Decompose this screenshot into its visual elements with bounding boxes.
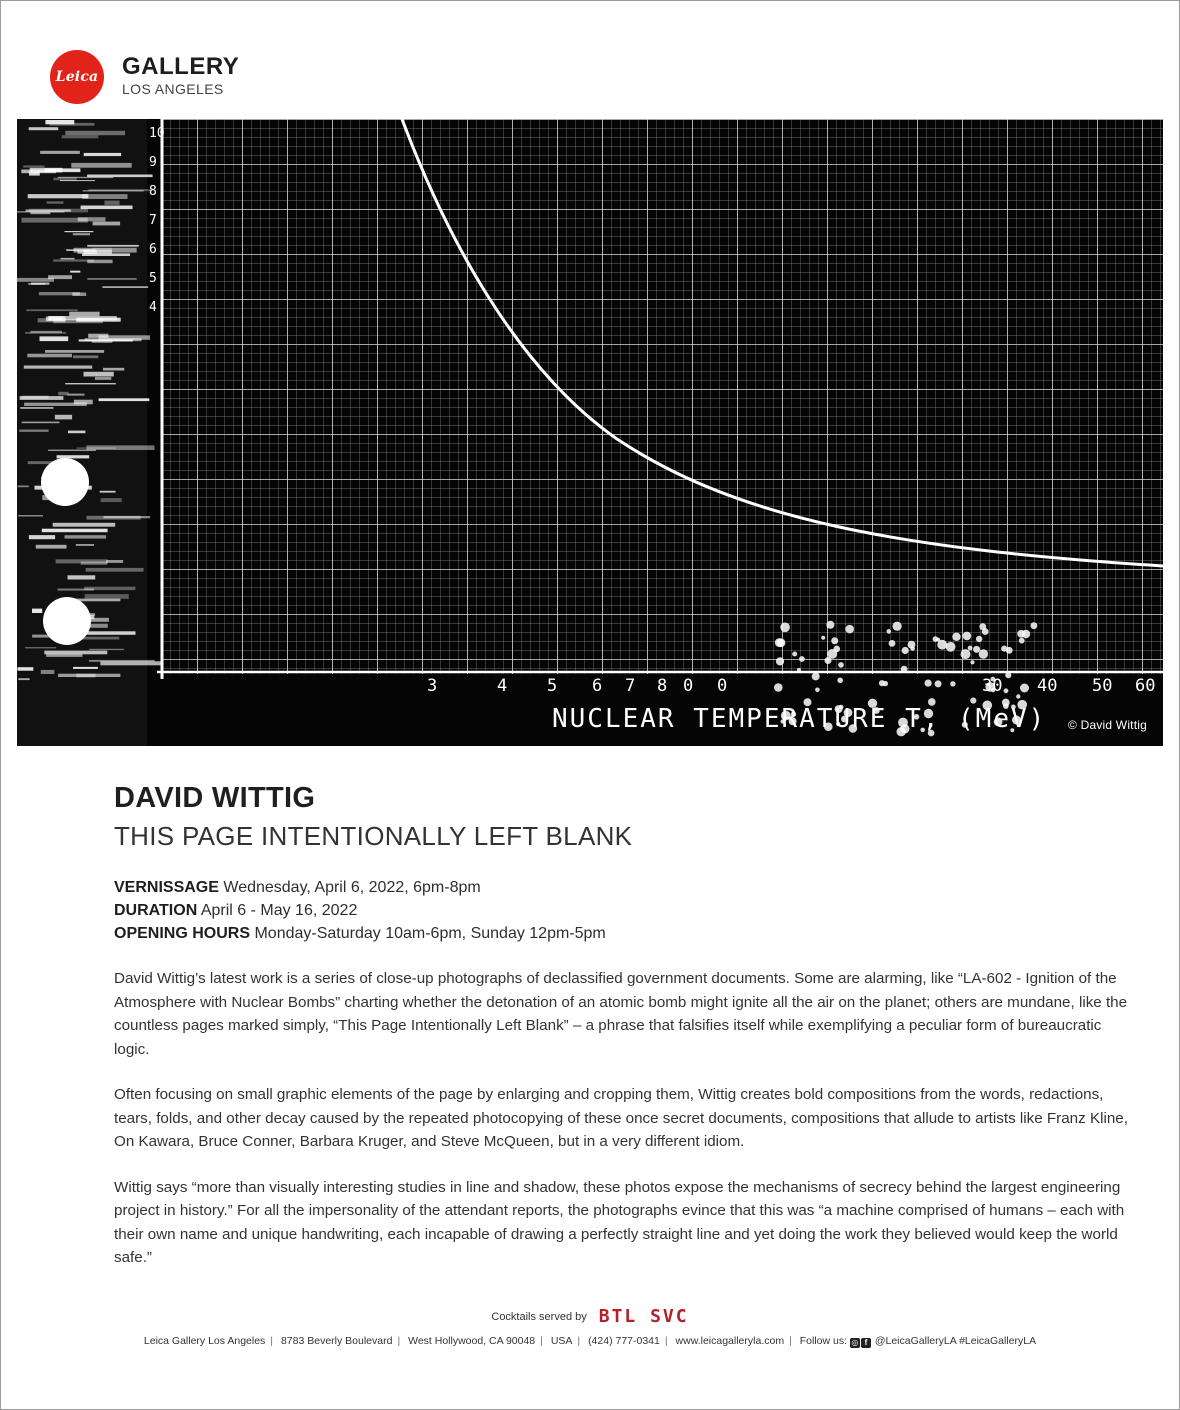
duration-row [114, 899, 1134, 922]
x-tick-label: 3 [427, 676, 438, 696]
footer-hashtag[interactable]: #LeicaGalleryLA [959, 1335, 1037, 1347]
hours-label: OPENING HOURS [114, 925, 251, 942]
footer-phone[interactable]: (424) 777-0341 [588, 1335, 660, 1347]
footer-website-link[interactable]: www.leicagalleryla.com [675, 1335, 785, 1347]
graph-paper-photo [17, 119, 1163, 746]
vernissage-value: Wednesday, April 6, 2022, 6pm-8pm [223, 879, 481, 896]
logo-text: Leica [55, 69, 99, 85]
duration-value: April 6 - May 16, 2022 [200, 902, 358, 919]
x-tick-label: 5 [547, 676, 558, 696]
description-paragraph: David Wittig’s latest work is a series of close-up photographs of declassified government documents. Some are alarming, like “LA-602 - Ignition of the Atmosphere with Nuclear Bombs” charting whether the detonation of an atomic bomb might ignite all the air on the planet; others are mundane, like the countless pages marked simply, “This Page Intentionally Left Blank” – a phrase that falsifies itself while exemplifying a peculiar form of bureaucratic logic. [114, 970, 1128, 1058]
x-tick-label: 4 [497, 676, 508, 696]
gallery-city: LOS ANGELES [122, 81, 224, 97]
image-axis-caption: NUCLEAR TEMPERATURE T, (MeV) [552, 704, 1047, 734]
leica-logo[interactable] [50, 50, 104, 104]
artist-name: DAVID WITTIG [114, 782, 316, 814]
footer-address: 8783 Beverly Boulevard [280, 1335, 393, 1347]
hero-photograph [17, 119, 1163, 746]
x-tick-label: 40 [1037, 676, 1058, 696]
x-tick-label: 30 [982, 676, 1003, 696]
hours-row [114, 922, 1134, 945]
binder-hole-bottom [43, 597, 91, 645]
footer-venue: Leica Gallery Los Angeles [143, 1335, 266, 1347]
y-tick-label: 9 [149, 155, 157, 170]
footer-country: USA [550, 1335, 573, 1347]
footer-follow-label: Follow us: [799, 1335, 847, 1347]
exhibition-info [114, 780, 1134, 1292]
sponsor-logo[interactable]: BTL SVC [598, 1306, 689, 1327]
hours-value: Monday-Saturday 10am-6pm, Sunday 12pm-5pm [254, 925, 606, 942]
y-tick-label: 4 [149, 300, 157, 315]
x-tick-label: 7 [625, 676, 636, 696]
y-tick-label: 10 [149, 126, 165, 141]
x-tick-label: 0 [717, 676, 728, 696]
x-tick-label: 6 [592, 676, 603, 696]
description-paragraph: Often focusing on small graphic elements of the page by enlarging and cropping them, Wittig creates bold compositions from the words, redactions, tears, folds, and other decay caused by the repeated photocopying of these once secret documents, compositions that allude to artists like Franz Kline, On Kawara, Bruce Conner, Barbara Kruger, and Steve McQueen, but in a very different idiom. [114, 1086, 1128, 1150]
photo-credit: © David Wittig [1068, 718, 1147, 732]
footer-city: West Hollywood, CA 90048 [408, 1335, 536, 1347]
sponsor-line [0, 1306, 1180, 1327]
x-tick-label: 50 [1092, 676, 1113, 696]
gallery-name: GALLERY [122, 53, 240, 80]
sponsor-label: Cocktails served by [491, 1310, 587, 1323]
description-paragraph: Wittig says “more than visually interesting studies in line and shadow, these photos expose the mechanisms of secrecy behind the largest engineering project in history.” For all the impersonality of the attendant reports, the photographs evince that this was “a machine comprised of humans – each with their own name and unique handwriting, each incapable of drawing a perfectly straight line and yet doing the work they believed would keep the world safe.” [114, 1178, 1125, 1266]
duration-label: DURATION [114, 902, 198, 919]
vernissage-row [114, 876, 1134, 899]
x-tick-label: 8 [657, 676, 668, 696]
footer: Leica Gallery Los Angeles | 8783 Beverly Boulevard | West Hollywood, CA 90048 | USA | (424) 777-0341 | www.leicagalleryla.com | Follow us: ◎ f @LeicaGalleryLA #LeicaGalleryLA [143, 1335, 1037, 1347]
binder-hole-top [41, 458, 89, 506]
footer-social-handle[interactable]: @LeicaGalleryLA [874, 1335, 957, 1347]
y-tick-label: 6 [149, 242, 157, 257]
instagram-icon[interactable]: ◎ [851, 1338, 859, 1347]
vernissage-label: VERNISSAGE [114, 879, 219, 896]
y-tick-label: 8 [149, 184, 157, 199]
gallery-brand [122, 54, 239, 98]
event-details [114, 876, 1134, 945]
exhibition-title: THIS PAGE INTENTIONALLY LEFT BLANK [114, 821, 633, 851]
exhibition-description [114, 967, 1134, 1270]
facebook-icon[interactable]: f [861, 1338, 871, 1348]
y-tick-label: 7 [149, 213, 157, 228]
y-tick-label: 5 [149, 271, 157, 286]
x-tick-label: 60 [1135, 676, 1156, 696]
x-tick-label: 0 [683, 676, 694, 696]
